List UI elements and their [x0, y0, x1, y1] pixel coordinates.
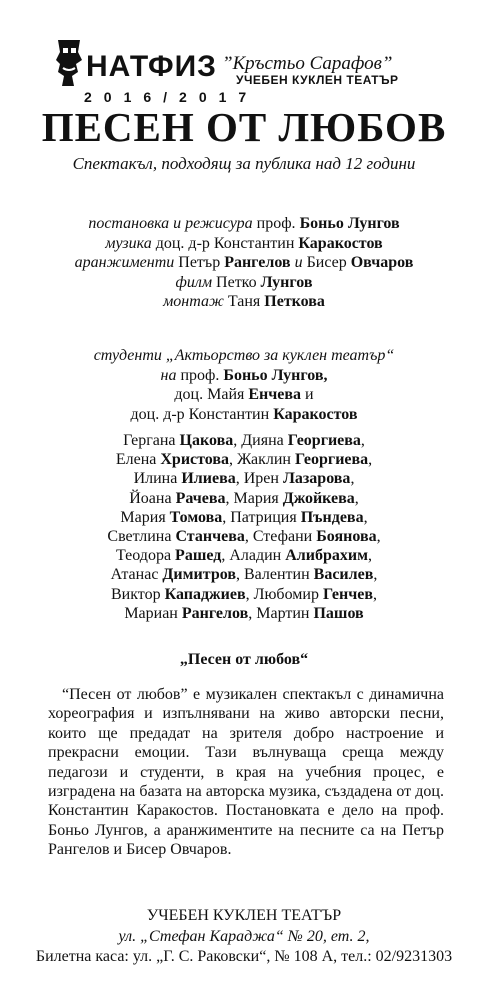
theatre-patron-name: ”Кръстьо Сарафов”: [222, 53, 393, 74]
cast-last-name: Георгиева: [294, 451, 369, 469]
credit-film: филм Петко Лунгов: [175, 273, 313, 291]
cast-last-name: Цакова: [179, 432, 234, 449]
credits-block: [0, 214, 488, 312]
cast-first-name: Любомир: [253, 585, 323, 603]
cast-first-name: Елена: [115, 451, 161, 469]
cast-first-name: Мария: [120, 508, 170, 526]
cast-first-name: Жаклин: [237, 451, 295, 469]
season-years: 2016/2017: [84, 89, 259, 105]
cast-first-name: Атанас: [110, 566, 163, 584]
cast-line: Мария Томова, Патриция Пъндева,: [120, 508, 368, 526]
cast-first-name: Дияна: [241, 432, 288, 449]
cast-first-name: Стефани: [252, 528, 317, 546]
header: [0, 24, 488, 105]
cast-last-name: Василев: [313, 566, 374, 584]
students-block: [0, 346, 488, 424]
cast-first-name: Мартин: [256, 604, 314, 622]
cast-last-name: Рашед: [175, 547, 222, 565]
cast-last-name: Генчев: [322, 585, 373, 603]
cast-last-name: Димитров: [162, 566, 236, 584]
cast-line: Атанас Димитров, Валентин Василев,: [110, 566, 378, 584]
students-teacher-3: доц. д-р Константин Каракостов: [130, 405, 358, 423]
cast-line: Гергана Цакова, Дияна Георгиева,: [123, 432, 365, 449]
theatre-label: УЧЕБЕН КУКЛЕН ТЕАТЪР: [236, 73, 399, 87]
students-teacher-2: доц. Майя Енчева и: [174, 386, 314, 403]
cast-last-name: Илиева: [181, 470, 236, 488]
cast-line: Йоана Рачева, Мария Джойкева,: [129, 489, 359, 507]
credit-music: музика доц. д-р Константин Каракостов: [105, 234, 383, 252]
description-text: “Песен от любов” е музикален спектакъл с динамична хореография и изпълнявани на живо авторски песни, които ще предадат на зрителя добро настроение и прекрасни емоции. Тази вълнуваща среща между педагози и студенти, в края на учебния процес, е изградена на базата на авторска музика, създадена от доц. Константин Каракостов. Постановката е дело на проф. Боньо Лунгов, а аранжиментите на песните са на Петър Рангелов и Бисер Овчаров.: [48, 686, 444, 859]
cast-first-name: Патриция: [230, 508, 301, 526]
cast-line: Теодора Рашед, Аладин Алибрахим,: [116, 547, 372, 565]
cast-last-name: Томова: [169, 508, 223, 526]
cast-last-name: Кападжиев: [164, 585, 246, 603]
credit-editing: монтаж Таня Петкова: [163, 293, 325, 310]
age-note: Спектакъл, подходящ за публика над 12 години: [72, 154, 416, 173]
cast-first-name: Виктор: [110, 585, 165, 603]
cast-line: Илина Илиева, Ирен Лазарова,: [133, 470, 355, 488]
cast-last-name: Пъндева: [300, 508, 364, 526]
students-teacher-1: на проф. Боньо Лунгов,: [160, 366, 328, 384]
cast-last-name: Боянова: [316, 528, 377, 546]
mask-logo-icon: [54, 38, 84, 88]
cast-first-name: Светлина: [107, 528, 176, 546]
footer-theatre: УЧЕБЕН КУКЛЕН ТЕАТЪР: [146, 907, 342, 924]
footer: [0, 906, 488, 968]
cast-first-name: Мариан: [124, 604, 182, 622]
cast-line: Елена Христова, Жаклин Георгиева,: [115, 451, 373, 469]
page-title: ПЕСЕН ОТ ЛЮБОВ: [41, 104, 447, 150]
description-title: „Песен от любов“: [179, 651, 309, 668]
cast-last-name: Рангелов: [181, 604, 249, 622]
cast-first-name: Теодора: [116, 547, 176, 565]
cast-last-name: Станчева: [175, 528, 245, 546]
cast-line: Мариан Рангелов, Мартин Пашов: [124, 604, 364, 622]
cast-first-name: Ирен: [243, 470, 283, 488]
credit-direction: постановка и режисура проф. Боньо Лунгов: [88, 215, 400, 232]
students-program: студенти „Актьорство за куклен театър“: [93, 347, 395, 364]
credit-arrangements: аранжименти Петър Рангелов и Бисер Овчаров: [74, 254, 414, 271]
cast-last-name: Рачева: [175, 489, 226, 507]
cast-list: [0, 431, 488, 623]
brand-name: НАТФИЗ: [86, 50, 217, 83]
cast-last-name: Джойкева: [282, 489, 355, 507]
cast-first-name: Валентин: [243, 566, 314, 584]
cast-first-name: Гергана: [123, 432, 180, 449]
cast-last-name: Алибрахим: [285, 547, 368, 565]
cast-last-name: Георгиева: [287, 432, 361, 449]
footer-box-office: Билетна каса: ул. „Г. С. Раковски“, № 108 А, тел.: 02/9231303: [35, 948, 453, 965]
cast-last-name: Пашов: [313, 604, 364, 622]
cast-first-name: Мария: [233, 489, 283, 507]
cast-first-name: Йоана: [129, 489, 176, 507]
cast-line: Светлина Станчева, Стефани Боянова,: [107, 528, 381, 546]
footer-address: ул. „Стефан Караджа“ № 20, ет. 2,: [118, 927, 370, 945]
cast-first-name: Аладин: [229, 547, 286, 565]
cast-line: Виктор Кападжиев, Любомир Генчев,: [110, 585, 377, 603]
cast-last-name: Христова: [160, 451, 230, 469]
cast-first-name: Илина: [133, 470, 182, 488]
cast-last-name: Лазарова: [282, 470, 351, 488]
